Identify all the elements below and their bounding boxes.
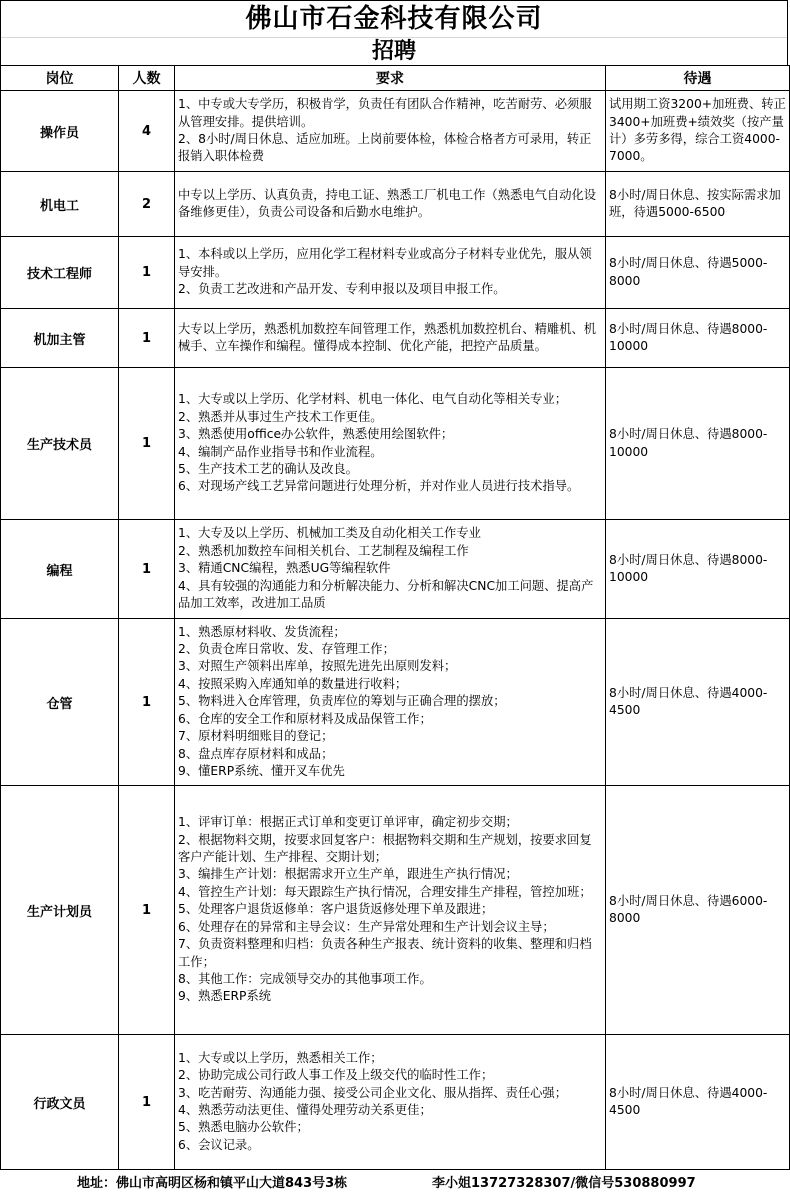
- count-cell: 1: [119, 309, 175, 368]
- requirement-line: 5、熟悉电脑办公软件；: [178, 1120, 309, 1135]
- position-cell: 技术工程师: [1, 237, 119, 309]
- table-row: [1, 786, 790, 1035]
- title-row: [0, 0, 788, 37]
- requirement-line: 4、熟悉劳动法更佳、懂得处理劳动关系更佳；: [178, 1103, 432, 1117]
- requirement-line: 1、中专或大专学历，积极肯学，负责任有团队合作精神，吃苦耐劳、必须服从管理安排。提供培训。: [178, 97, 592, 129]
- benefits-cell: 8小时/周日休息、待遇8000-10000: [606, 520, 790, 619]
- col-header-benefits: 待遇: [606, 66, 790, 91]
- requirement-line: 2、负责仓库日常收、发、存管理工作；: [178, 642, 395, 657]
- requirement-line: 2、协助完成公司行政人事工作及上级交代的临时性工作；: [178, 1068, 494, 1083]
- requirement-line: 2、8小时/周日休息、适应加班。上岗前要体检，体检合格者方可录用，转正报销入职体检费: [178, 132, 592, 164]
- requirements-cell: [175, 786, 606, 1035]
- requirements-cell: [175, 1035, 606, 1170]
- table-row: [1, 368, 790, 520]
- col-header-position: 岗位: [1, 66, 119, 91]
- count-cell: 1: [119, 1035, 175, 1170]
- count-cell: 1: [119, 237, 175, 309]
- requirement-line: 3、吃苦耐劳、沟通能力强、接受公司企业文化、服从指挥、责任心强；: [178, 1085, 568, 1100]
- benefits-cell: 8小时/周日休息、待遇6000-8000: [606, 786, 790, 1035]
- requirements-cell: [175, 520, 606, 619]
- requirement-line: 1、评审订单：根据正式订单和变更订单评审，确定初步交期；: [178, 815, 518, 830]
- position-cell: 仓管: [1, 619, 119, 786]
- page-subtitle: 招聘: [371, 38, 416, 64]
- benefits-cell: 8小时/周日休息、按实际需求加班，待遇5000-6500: [606, 172, 790, 237]
- count-cell: 1: [119, 786, 175, 1035]
- requirements-cell: [175, 309, 606, 368]
- benefits-cell: 8小时/周日休息、待遇5000-8000: [606, 237, 790, 309]
- table-header-row: [1, 66, 790, 91]
- requirements-cell: [175, 619, 606, 786]
- requirement-line: 4、按照采购入库通知单的数量进行收料；: [178, 676, 408, 691]
- table-row: [1, 309, 790, 368]
- footer-address: 地址：佛山市高明区杨和镇平山大道843号3栋: [77, 1176, 348, 1191]
- requirement-line: 2、负责工艺改进和产品开发、专利申报以及项目申报工作。: [178, 282, 506, 297]
- requirement-line: 4、编制产品作业指导书和作业流程。: [178, 444, 383, 459]
- benefits-cell: 8小时/周日休息、待遇4000-4500: [606, 1035, 790, 1170]
- requirement-line: 7、负责资料整理和归档：负责各种生产报表、统计资料的收集、整理和归档工作；: [178, 937, 592, 969]
- position-cell: 机电工: [1, 172, 119, 237]
- requirement-line: 2、根据物料交期，按要求回复客户：根据物料交期和生产规划，按要求回复客户产能计划、生产排程、交期计划；: [178, 832, 592, 865]
- requirement-line: 2、熟悉机加数控车间相关机台、工艺制程及编程工作: [178, 543, 469, 558]
- count-cell: 1: [119, 619, 175, 786]
- requirement-line: 6、仓库的安全工作和原材料及成品保管工作；: [178, 711, 432, 726]
- requirement-line: 3、对照生产领料出库单，按照先进先出原则发料；: [178, 659, 457, 674]
- requirement-line: 4、管控生产计划：每天跟踪生产执行情况，合理安排生产排程，管控加班；: [178, 884, 592, 899]
- table-row: [1, 237, 790, 309]
- requirements-cell: [175, 368, 606, 520]
- footer-contact: 李小姐13727328307/微信号530880997: [432, 1176, 696, 1191]
- position-cell: 编程: [1, 520, 119, 619]
- requirement-line: 3、精通CNC编程，熟悉UG等编程软件: [178, 561, 391, 576]
- count-cell: 1: [119, 520, 175, 619]
- table-row: [1, 520, 790, 619]
- requirement-line: 9、熟悉ERP系统: [178, 989, 272, 1004]
- count-cell: 4: [119, 91, 175, 172]
- benefits-cell: 8小时/周日休息、待遇4000-4500: [606, 619, 790, 786]
- table-row: [1, 1035, 790, 1170]
- requirement-line: 1、熟悉原材料收、发货流程；: [178, 624, 346, 639]
- requirement-line: 8、盘点库存原材料和成品；: [178, 746, 334, 761]
- requirement-line: 1、本科或以上学历，应用化学工程材料专业或高分子材料专业优先，服从领导安排。: [178, 247, 592, 279]
- count-cell: 1: [119, 368, 175, 520]
- benefits-cell: 8小时/周日休息、待遇8000-10000: [606, 368, 790, 520]
- requirement-line: 6、对现场产线工艺异常问题进行处理分析，并对作业人员进行技术指导。: [178, 479, 580, 494]
- recruitment-table: [0, 65, 790, 1170]
- requirement-line: 5、物料进入仓库管理，负责库位的筹划与正确合理的摆放；: [178, 694, 506, 709]
- requirement-line: 6、会议记录。: [178, 1137, 260, 1152]
- position-cell: 生产计划员: [1, 786, 119, 1035]
- requirement-line: 大专以上学历，熟悉机加数控车间管理工作，熟悉机加数控机台、精雕机、机械手、立车操作和编程。懂得成本控制、优化产能，把控产品质量。: [178, 321, 597, 353]
- count-cell: 2: [119, 172, 175, 237]
- requirement-line: 6、处理存在的异常和主导会议：生产异常处理和生产计划会议主导；: [178, 919, 555, 934]
- position-cell: 生产技术员: [1, 368, 119, 520]
- requirement-line: 1、大专或以上学历、化学材料、机电一体化、电气自动化等相关专业；: [178, 392, 568, 407]
- requirement-line: 4、具有较强的沟通能力和分析解决能力、分析和解决CNC加工问题、提高产品加工效率，改进加工品质: [178, 578, 594, 611]
- requirement-line: 3、编排生产计划：根据需求开立生产单，跟进生产执行情况；: [178, 867, 518, 882]
- requirements-cell: [175, 172, 606, 237]
- requirements-cell: [175, 237, 606, 309]
- requirement-line: 5、处理客户退货返修单：客户退货返修处理下单及跟进；: [178, 902, 494, 917]
- requirement-line: 5、生产技术工艺的确认及改良。: [178, 461, 358, 476]
- benefits-cell: 8小时/周日休息、待遇8000-10000: [606, 309, 790, 368]
- table-row: [1, 91, 790, 172]
- requirement-line: 9、懂ERP系统、懂开叉车优先: [178, 763, 345, 778]
- requirement-line: 中专以上学历、认真负责，持电工证、熟悉工厂机电工作（熟悉电气自动化设备维修更佳），负责公司设备和后勤水电维护。: [178, 187, 597, 219]
- requirement-line: 7、原材料明细账目的登记；: [178, 729, 334, 744]
- benefits-cell: 试用期工资3200+加班费、转正3400+加班费+绩效奖（按产量计）多劳多得，综合工资4000-7000。: [606, 91, 790, 172]
- requirement-line: 1、大专及以上学历、机械加工类及自动化相关工作专业: [178, 526, 481, 541]
- requirement-line: 8、其他工作：完成领导交办的其他事项工作。: [178, 971, 432, 986]
- requirements-cell: [175, 91, 606, 172]
- col-header-count: 人数: [119, 66, 175, 91]
- table-row: [1, 172, 790, 237]
- table-body: [1, 91, 790, 1170]
- company-name: 佛山市石金科技有限公司: [245, 4, 543, 34]
- requirement-line: 2、熟悉并从事过生产技术工作更佳。: [178, 409, 383, 424]
- requirement-line: 3、熟悉使用office办公软件，熟悉使用绘图软件；: [178, 427, 454, 442]
- table-row: [1, 619, 790, 786]
- col-header-requirements: 要求: [175, 66, 606, 91]
- position-cell: 行政文员: [1, 1035, 119, 1170]
- position-cell: 操作员: [1, 91, 119, 172]
- footer: [0, 1171, 788, 1197]
- requirement-line: 1、大专或以上学历，熟悉相关工作；: [178, 1050, 383, 1065]
- position-cell: 机加主管: [1, 309, 119, 368]
- subtitle-row: [0, 37, 788, 66]
